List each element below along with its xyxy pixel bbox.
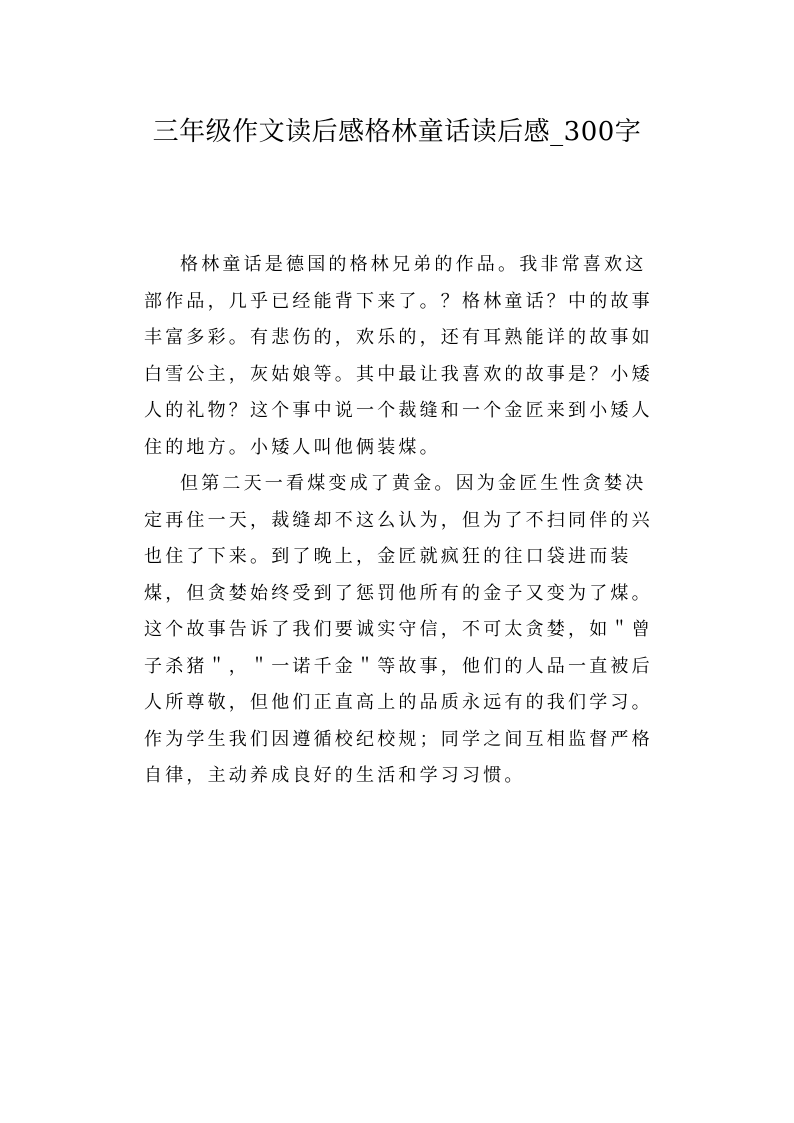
document-body	[144, 247, 664, 795]
paragraph-2: 但第二天一看煤变成了黄金。因为金匠生性贪婪决定再住一天，裁缝却不这么认为，但为了不扫同伴的兴也住了下来。到了晚上，金匠就疯狂的往口袋进而装煤，但贪婪始终受到了惩罚他所有的金子又变为了煤。这个故事告诉了我们要诚实守信，不可太贪婪，如＂曾子杀猪＂，＂一诺千金＂等故事，他们的人品一直被后人所尊敬，但他们正直高上的品质永远有的我们学习。作为学生我们因遵循校纪校规；同学之间互相监督严格自律，主动养成良好的生活和学习习惯。	[144, 473, 653, 786]
paragraph-1: 格林童话是德国的格林兄弟的作品。我非常喜欢这部作品，几乎已经能背下来了。？格林童话？中的故事丰富多彩。有悲伤的，欢乐的，还有耳熟能详的故事如白雪公主，灰姑娘等。其中最让我喜欢的故事是？小矮人的礼物？这个事中说一个裁缝和一个金匠来到小矮人住的地方。小矮人叫他俩装煤。	[144, 254, 653, 458]
document-title: 三年级作文读后感格林童话读后感_300字	[152, 117, 642, 147]
